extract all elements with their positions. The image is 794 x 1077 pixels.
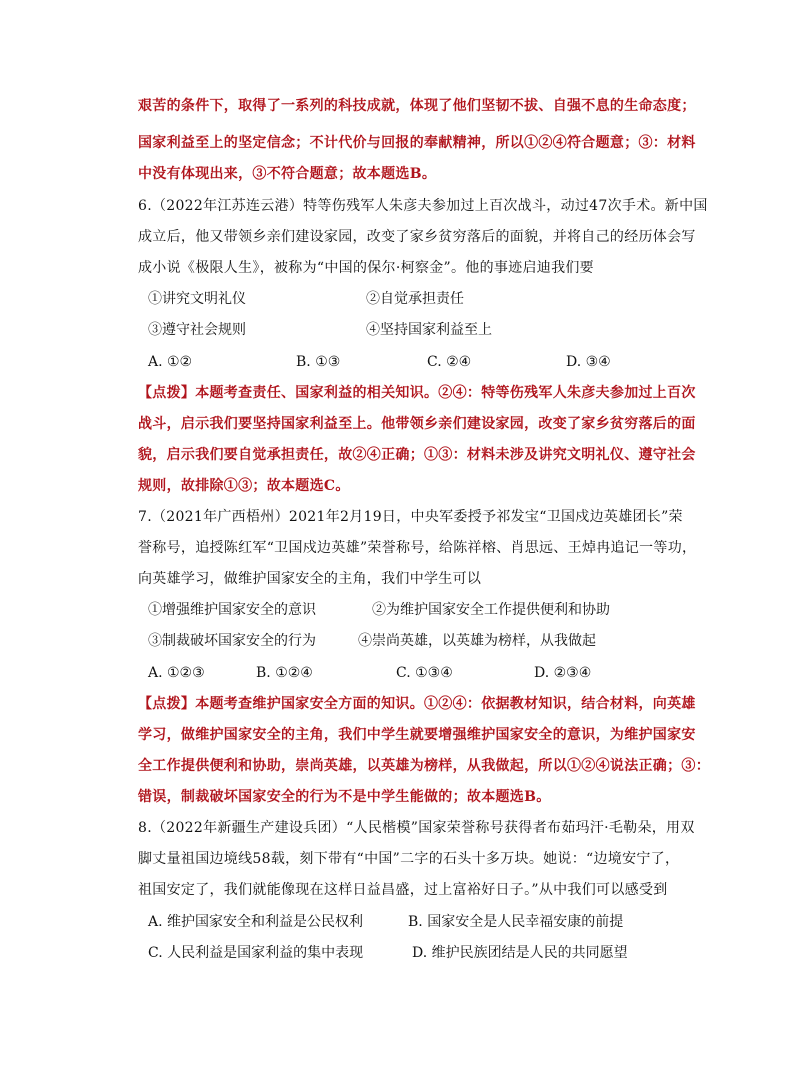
q6-choice-c: C. ②④ — [427, 354, 472, 370]
q8-stem-line-2: 脚丈量祖国边境线58载，刻下带有“中国”二字的石头十多万块。她说：“边境安宁了， — [138, 851, 680, 867]
q7-choice-a: A. ①②③ — [148, 665, 205, 681]
q5-analysis-line-3: 中没有体现出来，③不符合题意；故本题选B。 — [138, 166, 437, 182]
q8-choice-b: B. 国家安全是人民幸福安康的前提 — [408, 914, 624, 930]
q8-choice-a: A. 维护国家安全和利益是公民权利 — [148, 914, 364, 930]
q5-analysis-line-1: 艰苦的条件下，取得了一系列的科技成就，体现了他们坚韧不拔、自强不息的生命态度； — [138, 98, 696, 114]
q6-stem-line-3: 成小说《极限人生》，被称为“中国的保尔·柯察金”。他的事迹启迪我们要 — [138, 260, 594, 276]
q6-item-2: ②自觉承担责任 — [366, 291, 464, 307]
q5-analysis-line-2: 国家利益至上的坚定信念；不计代价与回报的奉献精神，所以①②④符合题意；③：材料 — [138, 135, 696, 151]
q6-choice-b: B. ①③ — [296, 354, 341, 370]
q7-analysis-line-1: 【点拨】本题考查维护国家安全方面的知识。①②④：依据教材知识，结合材料，向英雄 — [138, 696, 696, 712]
q7-item-3: ③制裁破坏国家安全的行为 — [148, 633, 316, 649]
q6-choice-d: D. ③④ — [566, 354, 611, 370]
q6-item-1: ①讲究文明礼仪 — [148, 291, 246, 307]
q7-analysis-line-4: 错误，制裁破坏国家安全的行为不是中学生能做的；故本题选B。 — [138, 789, 551, 805]
q6-item-4: ④坚持国家利益至上 — [366, 322, 492, 338]
q7-stem-line-2: 誉称号，追授陈红军“卫国戍边英雄”荣誉称号，给陈祥榕、肖思远、王焯冉追记一等功， — [138, 540, 697, 556]
q7-choice-c: C. ①③④ — [396, 665, 453, 681]
q6-analysis-line-4: 规则，故排除①③；故本题选C。 — [138, 478, 350, 494]
q6-analysis-line-1: 【点拨】本题考查责任、国家利益的相关知识。②④：特等伤残军人朱彦夫参加过上百次 — [138, 385, 696, 401]
q7-stem-line-3: 向英雄学习，做维护国家安全的主角，我们中学生可以 — [138, 571, 482, 587]
q7-item-1: ①增强维护国家安全的意识 — [148, 602, 316, 618]
q6-item-3: ③遵守社会规则 — [148, 322, 246, 338]
q7-item-4: ④崇尚英雄，以英雄为榜样，从我做起 — [358, 633, 596, 649]
q6-analysis-line-2: 战斗，启示我们要坚持国家利益至上。他带领乡亲们建设家园，改变了家乡贫穷落后的面 — [138, 416, 696, 432]
q8-stem-line-1: 8.（2022年新疆生产建设兵团）“人民楷模”国家荣誉称号获得者布茹玛汗·毛勒朵，用双 — [138, 820, 695, 836]
q6-choice-a: A. ①② — [148, 354, 193, 370]
q7-stem-line-1: 7.（2021年广西梧州）2021年2月19日，中央军委授予祁发宝“卫国戍边英雄团长”荣 — [138, 509, 683, 525]
q7-analysis-line-3: 全工作提供便利和协助，崇尚英雄，以英雄为榜样，从我做起，所以①②④说法正确；③： — [138, 758, 710, 774]
q7-choice-b: B. ①②④ — [256, 665, 313, 681]
q7-choice-d: D. ②③④ — [534, 665, 592, 681]
q7-item-2: ②为维护国家安全工作提供便利和协助 — [372, 602, 610, 618]
q8-stem-line-3: 祖国安定了，我们就能像现在这样日益昌盛，过上富裕好日子。”从中我们可以感受到 — [138, 882, 668, 898]
q6-analysis-line-3: 貌，启示我们要自觉承担责任，故②④正确；①③：材料未涉及讲究文明礼仪、遵守社会 — [138, 447, 696, 463]
q8-choice-d: D. 维护民族团结是人民的共同愿望 — [412, 945, 628, 961]
q8-choice-c: C. 人民利益是国家利益的集中表现 — [148, 945, 364, 961]
q6-stem-line-2: 成立后，他又带领乡亲们建设家园，改变了家乡贫穷落后的面貌，并将自己的经历体会写 — [138, 229, 696, 245]
q7-analysis-line-2: 学习，做维护国家安全的主角，我们中学生就要增强维护国家安全的意识，为维护国家安 — [138, 727, 696, 743]
q6-stem-line-1: 6.（2022年江苏连云港）特等伤残军人朱彦夫参加过上百次战斗，动过47次手术。新中国 — [138, 198, 708, 214]
